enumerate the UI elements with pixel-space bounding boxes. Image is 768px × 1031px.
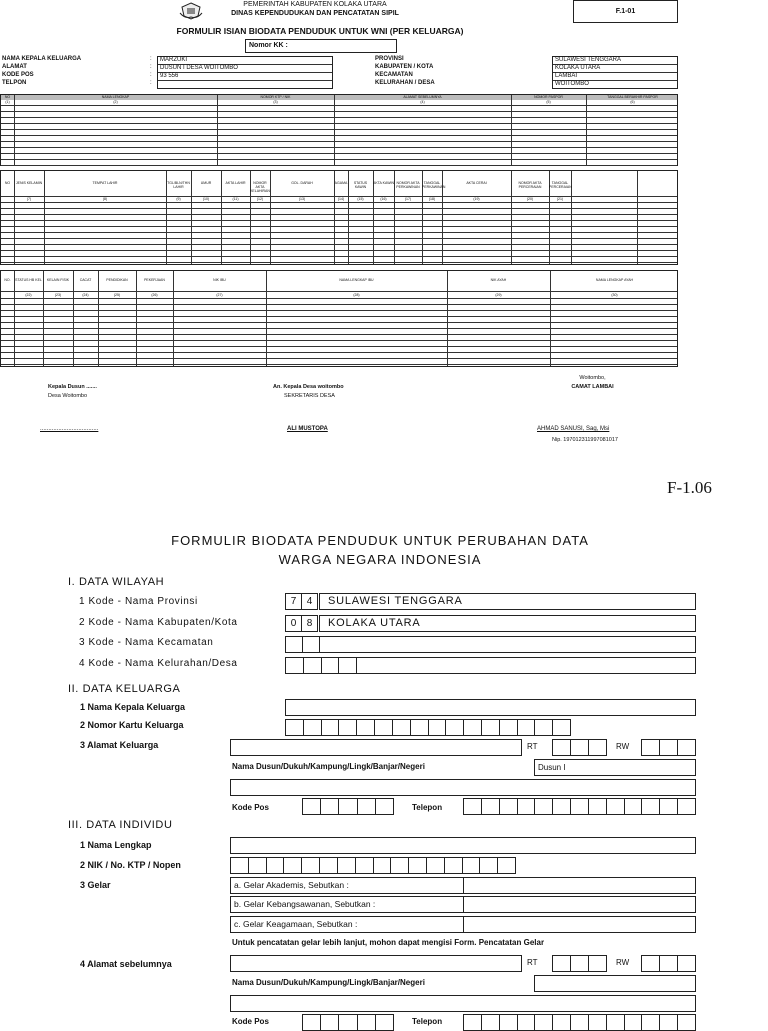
province-value: SULAWESI TENGGARA	[555, 57, 622, 63]
department-name: DINAS KEPENDUDUKAN DAN PENCATATAN SIPIL	[231, 10, 399, 17]
t2-header: AKTA KAWIN	[373, 181, 395, 185]
label-kepala-keluarga: 1 Nama Kepala Keluarga	[80, 702, 186, 712]
rt-input[interactable]	[552, 739, 607, 756]
gelar-keagamaan-label: c. Gelar Keagamaan, Sebutkan :	[230, 916, 464, 933]
t2-header: NOMOR AKTA PERKAWINAN	[396, 181, 420, 189]
kec-code-field[interactable]	[285, 636, 320, 653]
kk-number-field[interactable]	[245, 39, 397, 53]
label-provinsi: 1 Kode - Nama Provinsi	[79, 596, 198, 607]
t3-header: CACAT	[79, 278, 92, 282]
dusun-input[interactable]: Dusun I	[534, 759, 696, 776]
form2-title-2: WARGA NEGARA INDONESIA	[278, 552, 482, 567]
kel-name-field[interactable]	[356, 657, 696, 674]
label-kecamatan: 3 Kode - Nama Kecamatan	[79, 637, 214, 648]
sign-left-subtitle: Desa Woitombo	[48, 393, 88, 399]
colon: :	[150, 80, 152, 86]
t2-colnum: (21)	[556, 197, 564, 201]
t3-header: PEKERJAAN	[144, 278, 165, 282]
head-of-family-label: NAMA KEPALA KELUARGA	[2, 56, 82, 62]
regency-value: KOLAKA UTARA	[555, 65, 601, 71]
t3-colnum: (27)	[216, 293, 223, 297]
gelar-kebangsawanan-label: b. Gelar Kebangsawanan, Sebutkan :	[230, 896, 464, 913]
government-name: PEMERINTAH KABUPATEN KOLAKA UTARA	[243, 1, 387, 8]
kepala-keluarga-input[interactable]	[285, 699, 696, 716]
t3-colnum: (25)	[113, 293, 121, 297]
t1-header: TANGGAL BERAKHIR PASPOR	[607, 95, 658, 99]
postal-code-label: KODE POS	[2, 72, 34, 78]
t2-header: AGAMA	[334, 181, 348, 185]
t1-colnum: (5)	[546, 100, 551, 104]
district-label: KECAMATAN	[375, 72, 413, 78]
member-table-3[interactable]	[0, 270, 678, 367]
section-data-keluarga: II. DATA KELUARGA	[68, 683, 181, 695]
nik-input[interactable]	[230, 857, 516, 874]
colon: :	[150, 64, 152, 70]
rw-label-2: RW	[616, 958, 630, 967]
t2-header: JENIS KELAMIN	[15, 181, 43, 185]
t1-colnum: (1)	[5, 100, 10, 104]
alamat-keluarga-input[interactable]	[230, 739, 522, 756]
rt-label: RT	[527, 742, 538, 751]
label-dusun-2: Nama Dusun/Dukuh/Kampung/Lingk/Banjar/Negeri	[232, 978, 425, 987]
gelar-akademis-input[interactable]	[463, 877, 696, 894]
form-title: FORMULIR ISIAN BIODATA PENDUDUK UNTUK WNI (PER KELUARGA)	[176, 26, 464, 36]
t3-header: NIK AYAH	[490, 278, 507, 282]
member-table-1[interactable]	[0, 94, 678, 166]
sign-mid-title: An. Kepala Desa woitombo	[273, 384, 344, 390]
prov-code-digit[interactable]: 4	[301, 593, 318, 610]
t2-header: UMUR	[200, 181, 212, 185]
form-code-box: F.1-01	[573, 0, 678, 23]
t2-colnum: (16)	[380, 197, 387, 201]
t2-header: TEMPAT LAHIR	[92, 181, 118, 185]
rt-label-2: RT	[527, 958, 538, 967]
label-gelar: 3 Gelar	[80, 880, 111, 890]
gelar-note: Untuk pencatatan gelar lebih lanjut, mohon dapat mengisi Form. Pencatatan Gelar	[232, 938, 545, 947]
dusun-input-2[interactable]	[534, 975, 696, 992]
prov-name-field[interactable]: SULAWESI TENGGARA	[319, 593, 696, 610]
sign-mid-name: ALI MUSTOPA	[287, 426, 328, 432]
t3-colnum: (24)	[82, 293, 89, 297]
t2-header: STATUS KAWIN	[353, 181, 368, 189]
label-nomor-kk: 2 Nomor Kartu Keluarga	[80, 720, 184, 730]
t2-header: NOMOR AKTA PERCERAIAN	[518, 181, 542, 189]
left-info-box[interactable]	[157, 56, 333, 89]
t2-colnum: (10)	[202, 197, 210, 201]
head-of-family-value: MARZUKI	[160, 57, 187, 63]
section-data-individu: III. DATA INDIVIDU	[68, 819, 173, 831]
t3-header: NAMA LENGKAP AYAH	[595, 278, 634, 282]
t2-header: TANGGAL PERKAWINAN	[422, 181, 446, 189]
gelar-keagamaan-input[interactable]	[463, 916, 696, 933]
t2-colnum: (14)	[337, 197, 345, 201]
section-data-wilayah: I. DATA WILAYAH	[68, 576, 165, 588]
province-label: PROVINSI	[375, 56, 404, 62]
t2-colnum: (7)	[26, 197, 32, 201]
t2-header: AKTA CERAI	[466, 181, 487, 185]
t3-colnum: (30)	[611, 293, 618, 297]
sign-right-nip: Nip. 197012311997081017	[552, 437, 618, 443]
alamat-keluarga-line2[interactable]	[230, 779, 696, 796]
label-nama-lengkap: 1 Nama Lengkap	[80, 840, 152, 850]
t2-colnum: (8)	[102, 197, 108, 201]
regency-label: KABUPATEN / KOTA	[375, 64, 434, 70]
rw-input[interactable]	[641, 739, 696, 756]
t3-colnum: (22)	[25, 293, 32, 297]
sign-right-place: Woitombo,	[579, 375, 606, 381]
t2-header: TANGGAL PERCERAIAN	[549, 181, 572, 189]
t2-colnum: (12)	[256, 197, 264, 201]
phone-label: TELPON	[2, 80, 27, 86]
t1-colnum: (4)	[420, 100, 425, 104]
t1-header: ALAMAT SEBELUMNYA	[403, 95, 442, 99]
t2-header: GOL. DARAH	[291, 181, 313, 185]
label-kelurahan: 4 Kode - Nama Kelurahan/Desa	[79, 658, 238, 669]
t3-header: STATUS HB KEL	[15, 278, 42, 282]
sign-right-title: CAMAT LAMBAI	[571, 384, 614, 390]
t3-colnum: (23)	[54, 293, 62, 297]
rw-input-2[interactable]	[641, 955, 696, 972]
t1-header: NOMOR PASPOR	[534, 95, 563, 99]
member-table-2[interactable]	[0, 170, 678, 265]
t2-header: TGL/BLN/THN LAHIR	[167, 181, 190, 189]
t2-colnum: (18)	[428, 197, 436, 201]
t2-colnum: (13)	[298, 197, 306, 201]
t3-header: NO.	[4, 278, 11, 282]
kab-code-digit[interactable]: 8	[301, 615, 318, 632]
telepon-input[interactable]	[463, 798, 696, 815]
nomor-kk-input[interactable]	[285, 719, 571, 736]
colon: :	[150, 56, 152, 62]
t2-header: NOMOR AKTA KELAHIRAN	[250, 181, 270, 193]
gelar-akademis-label: a. Gelar Akademis, Sebutkan :	[230, 877, 464, 894]
label-alamat-sebelumnya: 4 Alamat sebelumnya	[80, 959, 172, 969]
sign-mid-subtitle: SEKRETARIS DESA	[284, 393, 335, 399]
kode-pos-input[interactable]	[302, 798, 394, 815]
label-telepon-2: Telepon	[412, 1017, 443, 1026]
t1-header: NAMA LENGKAP	[101, 95, 130, 99]
label-telepon: Telepon	[412, 803, 443, 812]
kec-name-field[interactable]	[319, 636, 696, 653]
label-kabupaten: 2 Kode - Nama Kabupaten/Kota	[79, 617, 238, 628]
right-info-box[interactable]	[552, 56, 678, 89]
district-value: LAMBAI	[555, 73, 578, 79]
postal-code-value: 93 556	[160, 73, 179, 79]
form-code: F-1.06	[667, 478, 712, 497]
telepon-input-2[interactable]	[463, 1014, 696, 1031]
label-kode-pos-2: Kode Pos	[232, 1017, 269, 1026]
t1-colnum: (2)	[113, 100, 118, 104]
t1-colnum: (6)	[630, 100, 635, 104]
t2-header: NO	[4, 181, 11, 185]
prov-code-digit[interactable]: 7	[285, 593, 302, 610]
address-value: DUSUN I DESA WOITOMBO	[160, 65, 238, 71]
label-alamat-keluarga: 3 Alamat Keluarga	[80, 740, 159, 750]
t3-header: PENDIDIKAN	[106, 278, 128, 282]
label-kode-pos: Kode Pos	[232, 803, 269, 812]
alamat-sebelumnya-line2[interactable]	[230, 995, 696, 1012]
kk-label: Nomor KK :	[249, 42, 288, 49]
t3-colnum: (26)	[151, 293, 158, 297]
t3-header: NAMA LENGKAP IBU	[339, 278, 374, 282]
rt-input-2[interactable]	[552, 955, 607, 972]
form2-title-1: FORMULIR BIODATA PENDUDUK UNTUK PERUBAHAN DATA	[171, 533, 589, 548]
address-label: ALAMAT	[2, 64, 27, 70]
kel-code-field[interactable]	[285, 657, 357, 674]
t2-colnum: (19)	[473, 197, 480, 201]
gelar-kebangsawanan-input[interactable]	[463, 896, 696, 913]
t2-colnum: (15)	[357, 197, 364, 201]
t1-colnum: (3)	[273, 100, 278, 104]
t3-header: KELAIN FISIK	[46, 278, 70, 282]
nama-lengkap-input[interactable]	[230, 837, 696, 854]
village-label: KELURAHAN / DESA	[375, 80, 435, 86]
village-value: WOITOMBO	[555, 81, 589, 87]
t3-colnum: (28)	[353, 293, 360, 297]
sign-left-name: ...................................	[40, 426, 99, 432]
t3-header: NIK IBU	[213, 278, 226, 282]
t3-colnum: (29)	[495, 293, 502, 297]
colon: :	[150, 72, 152, 78]
label-nik: 2 NIK / No. KTP / Nopen	[80, 860, 181, 870]
rw-label: RW	[616, 742, 630, 751]
t2-header: AKTA LAHIR	[225, 181, 246, 185]
kab-code-digit[interactable]: 0	[285, 615, 302, 632]
t2-colnum: (9)	[176, 197, 181, 201]
t2-colnum: (11)	[232, 197, 239, 201]
sign-right-name: AHMAD SANUSI, Sag, Msi	[537, 426, 610, 432]
label-dusun: Nama Dusun/Dukuh/Kampung/Lingk/Banjar/Negeri	[232, 762, 425, 771]
kode-pos-input-2[interactable]	[302, 1014, 394, 1031]
alamat-sebelumnya-input[interactable]	[230, 955, 522, 972]
t2-colnum: (17)	[404, 197, 412, 201]
kab-name-field[interactable]: KOLAKA UTARA	[319, 615, 696, 632]
t2-colnum: (20)	[526, 197, 534, 201]
sign-left-title: Kepala Dusun .......	[48, 384, 97, 390]
t1-header: NOMOR KTP / NIK	[260, 95, 291, 99]
t1-header: NO	[4, 95, 11, 99]
